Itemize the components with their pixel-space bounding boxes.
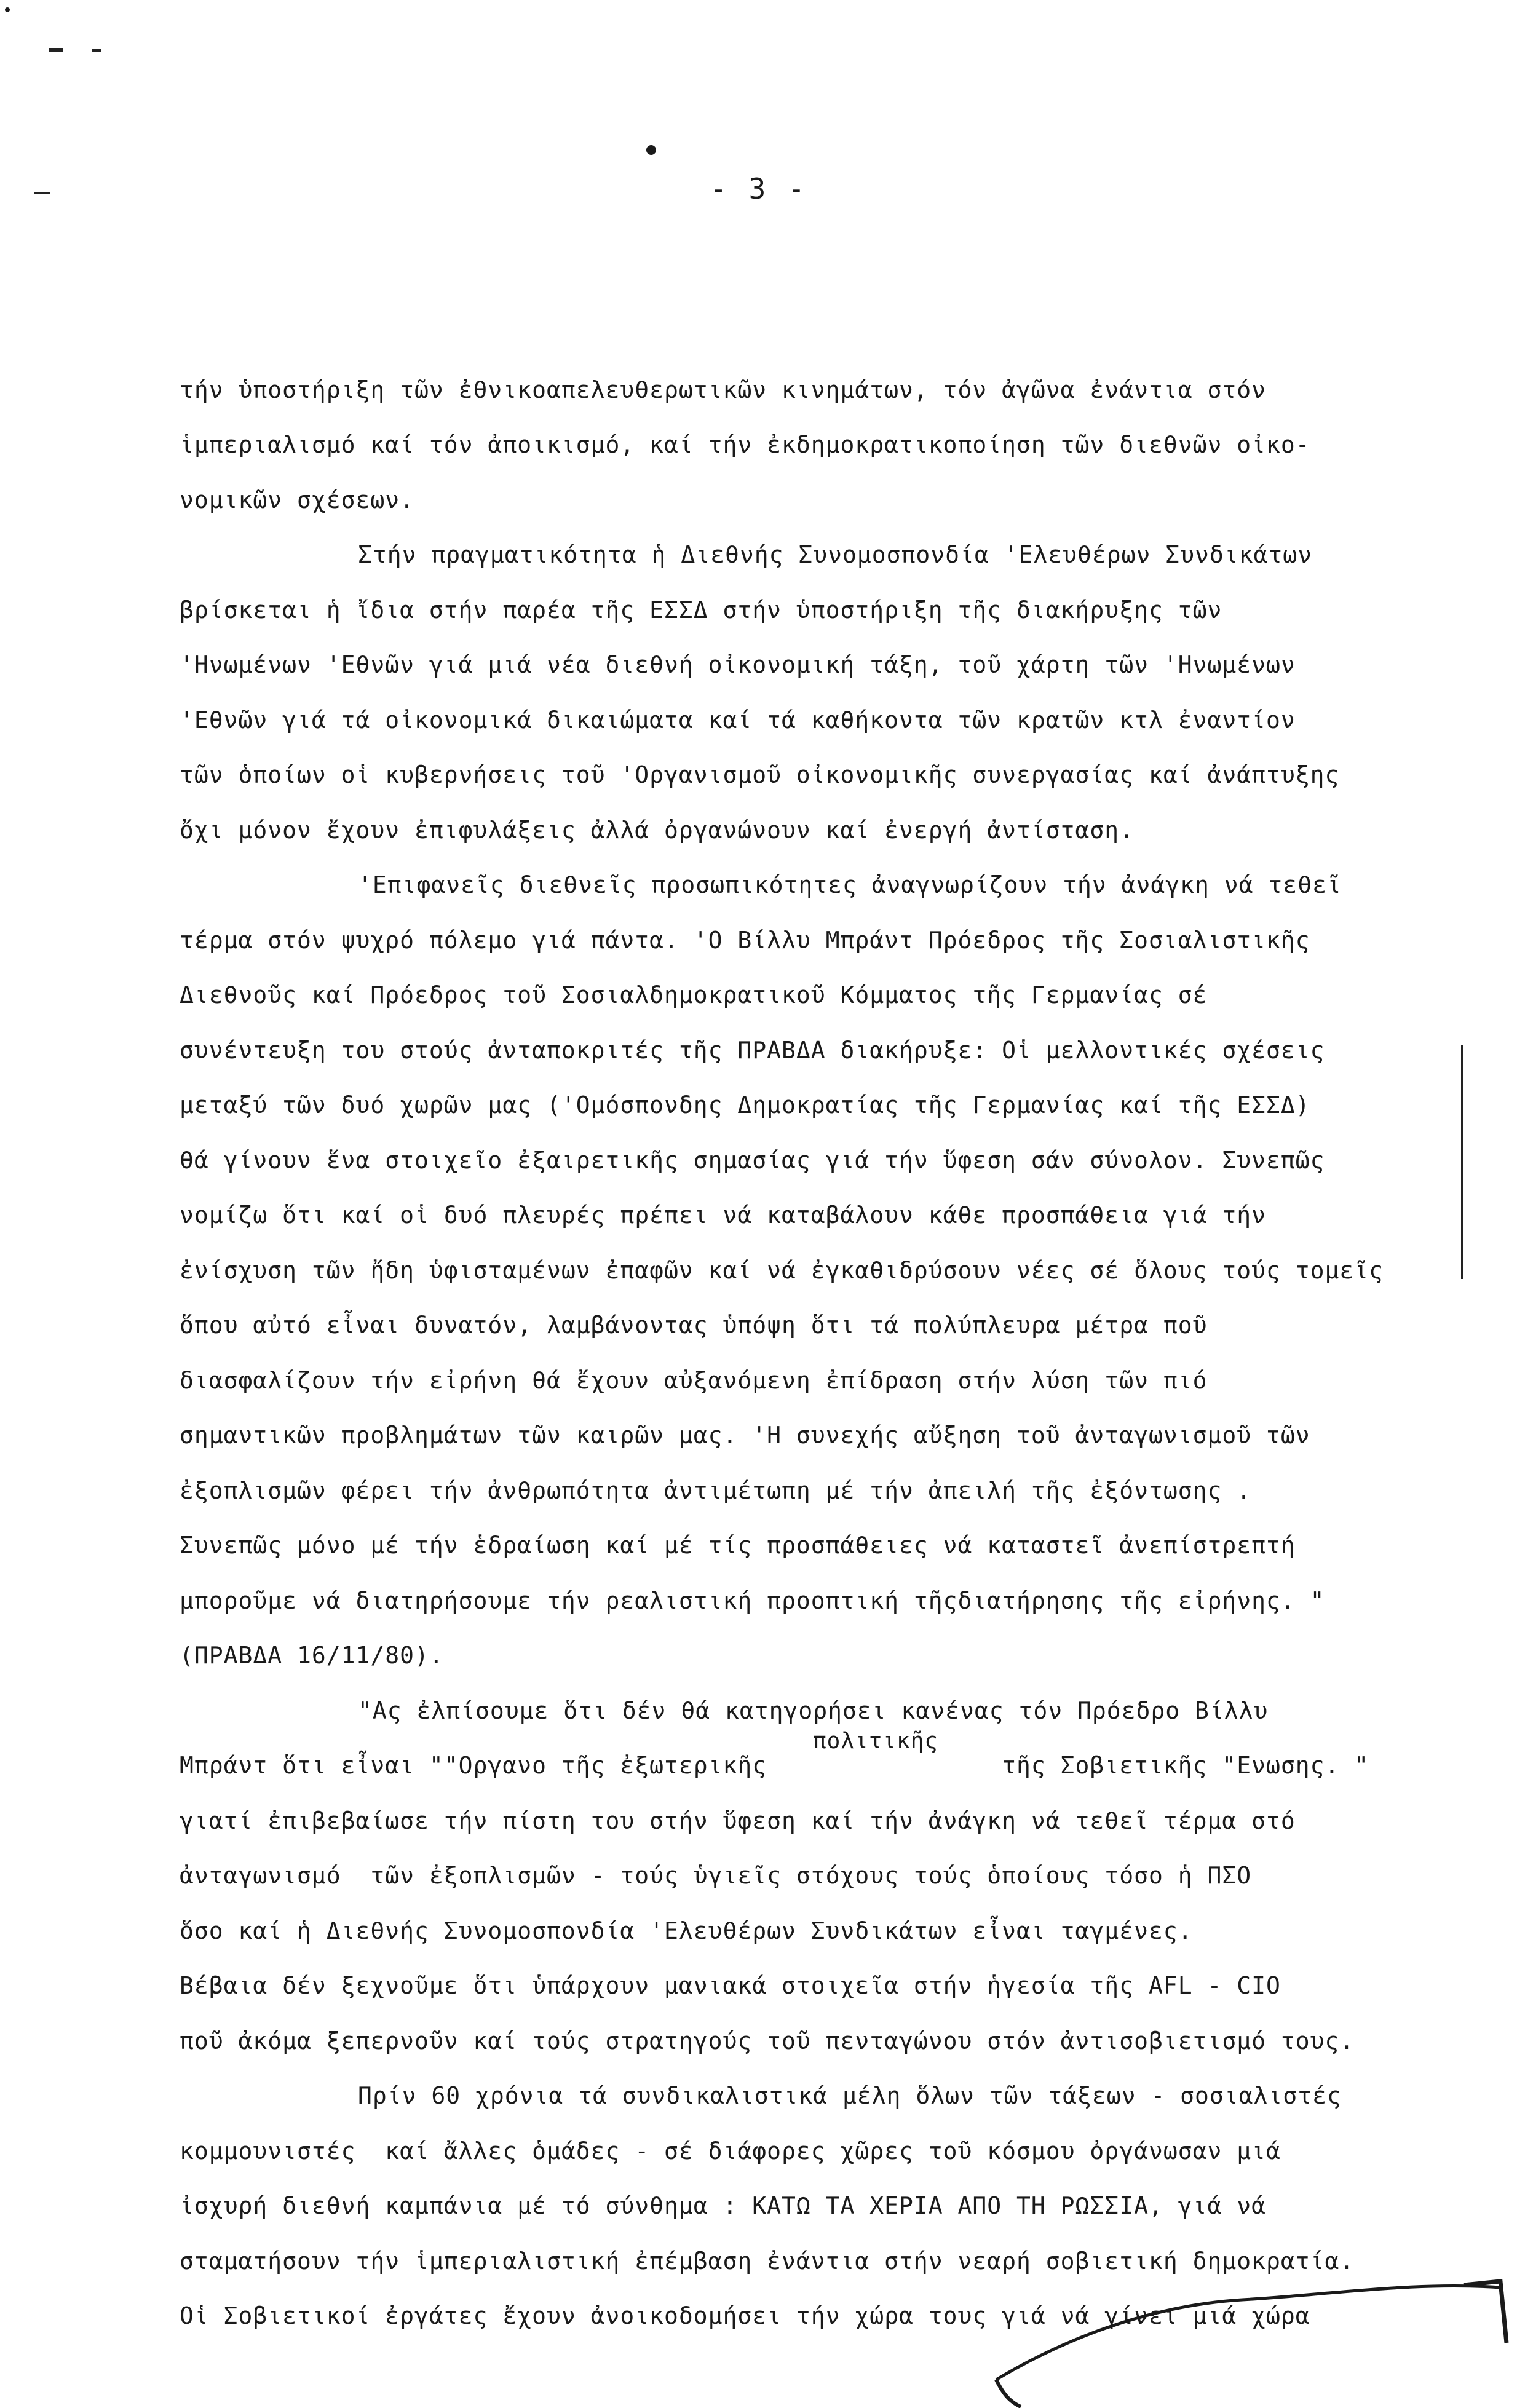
text-line: Μπράντ ὅτι εἶναι ""Οργανο τῆς ἐξωτερικῆς τῆς Σοβιετικῆς "Ενωσης. ": [180, 1752, 1369, 1779]
text-line: Πρίν 60 χρόνια τά συνδικαλιστικά μέλη ὅλων τῶν τάξεων - σοσιαλιστές: [358, 2082, 1342, 2109]
text-line: τέρμα στόν ψυχρό πόλεμο γιά πάντα. 'Ο Βίλλυ Μπράντ Πρόεδρος τῆς Σοσιαλιστικῆς: [180, 926, 1310, 954]
inserted-word: πολιτικῆς: [813, 1729, 939, 1754]
page-dot: [646, 145, 656, 155]
text-line: "Ας ἐλπίσουμε ὅτι δέν θά κατηγορήσει κανένας τόν Πρόεδρο Βίλλυ: [358, 1697, 1269, 1724]
text-line: ἀνταγωνισμό τῶν ἐξοπλισμῶν - τούς ὑγιεῖς στόχους τούς ὁποίους τόσο ἡ ΠΣΟ: [180, 1862, 1252, 1889]
scan-speck: [49, 48, 63, 52]
text-line: σταματήσουν τήν ἱμπεριαλιστική ἐπέμβαση ἐνάντια στήν νεαρή σοβιετική δημοκρατία.: [180, 2247, 1355, 2275]
scan-speck: [5, 7, 10, 12]
page-number: - 3 -: [710, 172, 807, 205]
text-line: τῶν ὁποίων οἱ κυβερνήσεις τοῦ 'Οργανισμοῦ οἰκονομικῆς συνεργασίας καί ἀνάπτυξης: [180, 761, 1340, 788]
text-line: νομίζω ὅτι καί οἱ δυό πλευρές πρέπει νά καταβάλουν κάθε προσπάθεια γιά τήν: [180, 1202, 1266, 1229]
text-line: νομικῶν σχέσεων.: [180, 486, 415, 513]
text-line: γιατί ἐπιβεβαίωσε τήν πίστη του στήν ὕφεση καί τήν ἀνάγκη νά τεθεῖ τέρμα στό: [180, 1807, 1296, 1834]
paragraph: [180, 307, 1459, 528]
paragraph: [180, 528, 1459, 858]
text-line-with-insertion: [180, 1729, 1369, 1794]
text-line: κομμουνιστές καί ἄλλες ὁμάδες - σέ διάφορες χῶρες τοῦ κόσμου ὀργάνωσαν μιά: [180, 2137, 1281, 2164]
text-line: Διεθνοῦς καί Πρόεδρος τοῦ Σοσιαλδημοκρατικοῦ Κόμματος τῆς Γερμανίας σέ: [180, 981, 1208, 1008]
text-line: 'Επιφανεῖς διεθνεῖς προσωπικότητες ἀναγνωρίζουν τήν ἀνάγκη νά τεθεῖ: [358, 871, 1342, 898]
text-line: Οἱ Σοβιετικοί ἐργάτες ἔχουν ἀνοικοδομήσει τήν χώρα τους γιά νά γίνει μιά χώρα: [180, 2302, 1310, 2329]
text-line: σημαντικῶν προβλημάτων τῶν καιρῶν μας. 'Η συνεχής αὔξηση τοῦ ἀνταγωνισμοῦ τῶν: [180, 1422, 1310, 1449]
text-line: βρίσκεται ἡ ἴδια στήν παρέα τῆς ΕΣΣΔ στήν ὑποστήριξη τῆς διακήρυξης τῶν: [180, 596, 1222, 624]
text-line: ὄχι μόνον ἔχουν ἐπιφυλάξεις ἀλλά ὀργανώνουν καί ἐνεργή ἀντίσταση.: [180, 816, 1135, 844]
text-line: Στήν πραγματικότητα ἡ Διεθνής Συνομοσπονδία 'Ελευθέρων Συνδικάτων: [358, 541, 1313, 568]
handwritten-scrawl: [984, 2269, 1513, 2408]
text-line: θά γίνουν ἕνα στοιχεῖο ἐξαιρετικῆς σημασίας γιά τήν ὕφεση σάν σύνολον. Συνεπῶς: [180, 1146, 1325, 1174]
paragraph: [180, 1729, 1459, 2069]
text-line: 'Ηνωμένων 'Εθνῶν γιά μιά νέα διεθνή οἰκονομική τάξη, τοῦ χάρτη τῶν 'Ηνωμένων: [180, 651, 1296, 678]
text-line: 'Εθνῶν γιά τά οἰκονομικά δικαιώματα καί τά καθήκοντα τῶν κρατῶν κτλ ἐναντίον: [180, 706, 1296, 734]
text-line: ποῦ ἀκόμα ξεπερνοῦν καί τούς στρατηγούς τοῦ πενταγώνου στόν ἀντισοβιετισμό τους.: [180, 2027, 1355, 2054]
text-line: ἐνίσχυση τῶν ἤδη ὑφισταμένων ἐπαφῶν καί νά ἐγκαθιδρύσουν νέες σέ ὅλους τούς τομεῖς: [180, 1256, 1384, 1284]
text-line: συνέντευξη του στούς ἀνταποκριτές τῆς ΠΡΑΒΔΑ διακήρυξε: Οἱ μελλοντικές σχέσεις: [180, 1036, 1325, 1064]
text-line: (ΠΡΑΒΔΑ 16/11/80).: [180, 1642, 444, 1669]
text-line: ὅσο καί ἡ Διεθνής Συνομοσπονδία 'Ελευθέρων Συνδικάτων εἶναι ταγμένες.: [180, 1917, 1193, 1944]
text-line: Βέβαια δέν ξεχνοῦμε ὅτι ὑπάρχουν μανιακά στοιχεῖα στήν ἡγεσία τῆς AFL - CIO: [180, 1972, 1281, 1999]
text-line: ἰσχυρή διεθνή καμπάνια μέ τό σύνθημα : ΚΑΤΩ ΤΑ ΧΕΡΙΑ ΑΠΟ ΤΗ ΡΩΣΣΙΑ, γιά νά: [180, 2192, 1266, 2219]
text-line: μποροῦμε νά διατηρήσουμε τήν ρεαλιστική προοπτική τῆςδιατήρησης τῆς εἰρήνης. ": [180, 1586, 1325, 1614]
text-line: Συνεπῶς μόνο μέ τήν ἑδραίωση καί μέ τίς προσπάθειες νά καταστεῖ ἀνεπίστρεπτή: [180, 1532, 1296, 1559]
text-line: τήν ὑποστήριξη τῶν ἐθνικοαπελευθερωτικῶν κινημάτων, τόν ἀγῶνα ἐνάντια στόν: [180, 376, 1266, 403]
margin-rule: [1461, 1045, 1463, 1279]
text-line: ἐξοπλισμῶν φέρει τήν ἀνθρωπότητα ἀντιμέτωπη μέ τήν ἀπειλή τῆς ἐξόντωσης .: [180, 1476, 1252, 1504]
text-line: μεταξύ τῶν δυό χωρῶν μας ('Ομόσπονδης Δημοκρατίας τῆς Γερμανίας καί τῆς ΕΣΣΔ): [180, 1091, 1310, 1119]
scan-speck: [92, 49, 101, 52]
paragraph: [180, 858, 1459, 1684]
text-line: ἱμπεριαλισμό καί τόν ἀποικισμό, καί τήν ἐκδημοκρατικοποίηση τῶν διεθνῶν οἰκο-: [180, 431, 1310, 458]
text-line: διασφαλίζουν τήν εἰρήνη θά ἔχουν αὐξανόμενη ἐπίδραση στήν λύση τῶν πιό: [180, 1366, 1208, 1394]
text-line: ὅπου αὐτό εἶναι δυνατόν, λαμβάνοντας ὑπόψη ὅτι τά πολύπλευρα μέτρα ποῦ: [180, 1312, 1208, 1339]
body-text: [180, 307, 1459, 2344]
